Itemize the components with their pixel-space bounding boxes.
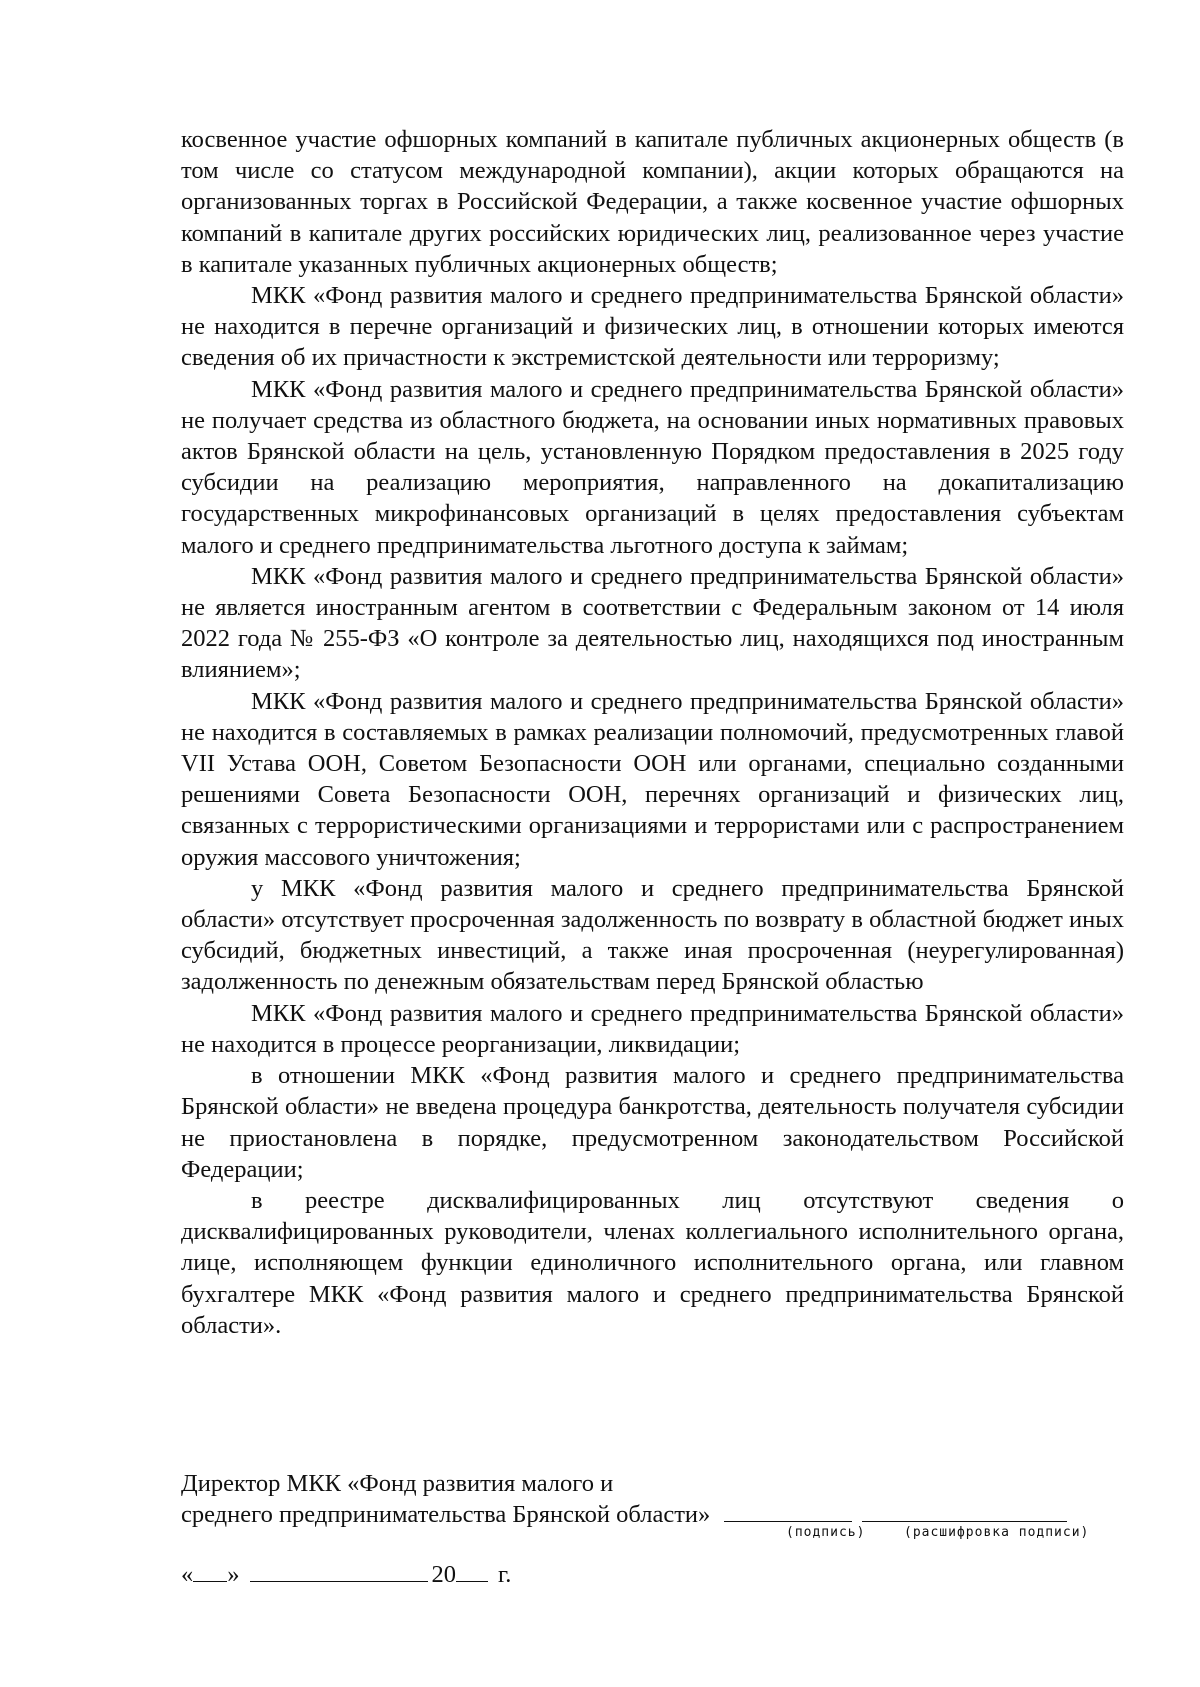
date-open-quote: « (181, 1561, 194, 1588)
signatory-title-line1: Директор МКК «Фонд развития малого и (181, 1470, 614, 1497)
paragraph: в отношении МКК «Фонд развития малого и среднего предпринимательства Брянской области» не введена процедура банкротства, деятельность получателя субсидии не приостановлена в порядке, предусмотренном законодательством Российской Федерации; (181, 1062, 1124, 1183)
date-year-prefix: 20 (431, 1561, 456, 1588)
paragraph: МКК «Фонд развития малого и среднего предпринимательства Брянской области» не находится в процессе реорганизации, ликвидации; (181, 999, 1124, 1058)
paragraph: МКК «Фонд развития малого и среднего предпринимательства Брянской области» не получает средства из областного бюджета, на основании иных нормативных правовых актов Брянской области на цель, установленную Порядком предоставления в 2025 году субсидии на реализацию мероприятия, направленного на докапитализацию государственных микрофинансовых организаций в целях предоставления субъектам малого и среднего предпринимательства льготного доступа к займам; (181, 375, 1124, 559)
document-body (181, 124, 1124, 1341)
signature-caption: (подпись) (786, 1525, 866, 1540)
signature-block (181, 1468, 1124, 1530)
date-day-blank[interactable] (193, 1580, 227, 1582)
signature-blank-line[interactable] (724, 1520, 852, 1522)
signature-captions (786, 1525, 1089, 1540)
signature-decode-blank-line[interactable] (862, 1520, 1067, 1522)
date-year-blank[interactable] (456, 1580, 488, 1582)
signatory-title-line2-text: среднего предпринимательства Брянской области» (181, 1501, 711, 1529)
paragraph: косвенное участие офшорных компаний в капитале публичных акционерных обществ (в том числе со статусом международной компании), акции которых обращаются на организованных торгах в Российской Федерации, а также косвенное участие офшорных компаний в капитале других российских юридических лиц, реализованное через участие в капитале указанных публичных акционерных обществ; (181, 126, 1124, 278)
date-year-suffix: г. (498, 1561, 512, 1588)
paragraph: в реестре дисквалифицированных лиц отсутствуют сведения о дисквалифицированных руководители, членах коллегиального исполнительного органа, лице, исполняющем функции единоличного исполнительного органа, или главном бухгалтере МКК «Фонд развития малого и среднего предпринимательства Брянской области». (181, 1186, 1124, 1339)
signature-decode-caption: (расшифровка подписи) (904, 1525, 1090, 1540)
date-line (181, 1559, 511, 1590)
paragraph: МКК «Фонд развития малого и среднего предпринимательства Брянской области» не находится в перечне организаций и физических лиц, в отношении которых имеются сведения об их причастности к экстремистской деятельности или терроризму; (181, 282, 1124, 372)
date-close-quote: » (227, 1561, 240, 1588)
paragraph: МКК «Фонд развития малого и среднего предпринимательства Брянской области» не является иностранным агентом в соответствии с Федеральным законом от 14 июля 2022 года № 255-ФЗ «О контроле за деятельностью лиц, находящихся под иностранным влиянием»; (181, 562, 1124, 684)
date-month-blank[interactable] (250, 1580, 428, 1582)
paragraph: МКК «Фонд развития малого и среднего предпринимательства Брянской области» не находится в составляемых в рамках реализации полномочий, предусмотренных главой VII Устава ООН, Советом Безопасности ООН или органами, специально созданными решениями Совета Безопасности ООН, перечнях организаций и физических лиц, связанных с террористическими организациями и террористами или с распространением оружия массового уничтожения; (181, 687, 1124, 871)
paragraph: у МКК «Фонд развития малого и среднего предпринимательства Брянской области» отсутствует просроченная задолженность по возврату в областной бюджет иных субсидий, бюджетных инвестиций, а также иная просроченная (неурегулированная) задолженность по денежным обязательствам перед Брянской областью (181, 874, 1124, 996)
